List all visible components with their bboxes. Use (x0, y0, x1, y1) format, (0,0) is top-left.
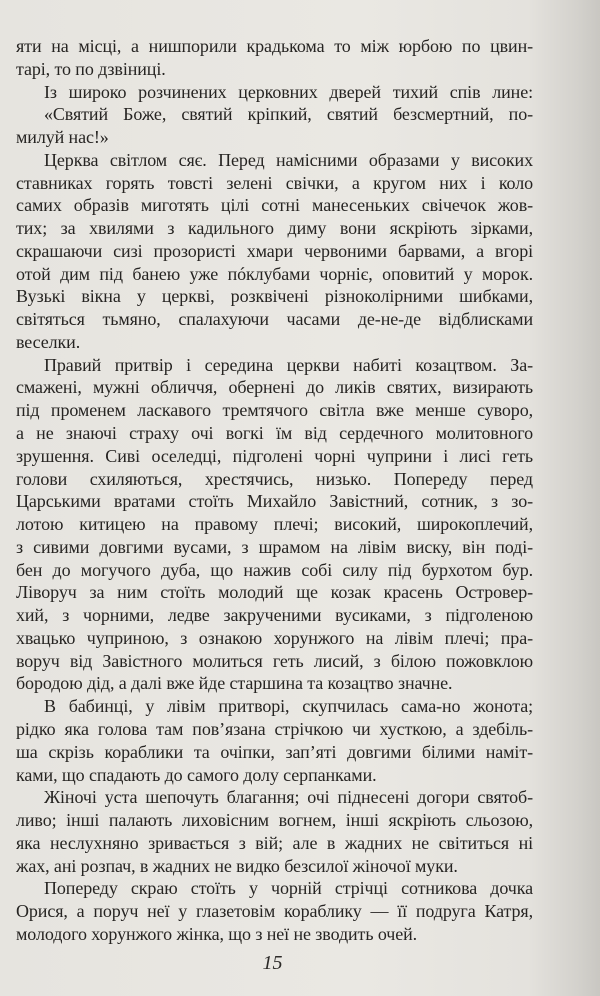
paragraph (16, 149, 533, 354)
text-line: «Святий Боже, святий кріпкий, святий безсмертний, по- (44, 104, 533, 125)
text-line: тарі, то по дзвіниці. (16, 58, 166, 79)
text-line: хвацько чуприною, з ознакою хорунжого на лівім плечі; пра- (16, 627, 533, 648)
text-line: В бабинці, у лівім притворі, скупчилась сама-но жонота; (44, 696, 533, 717)
text-line: тих; за хвилями з кадильного диму вони яскріють зірками, (16, 218, 533, 239)
text-line: ками, що спадають до самого долу серпанками. (16, 764, 377, 785)
text-line: Правий притвір і середина церкви набиті козацтвом. За- (44, 354, 533, 375)
text-line: яка неслухняно зривається з вій; але в жадних не світиться ні (16, 832, 533, 853)
text-line: жах, ані розпач, в жадних не видко безсилої жіночої муки. (16, 855, 458, 876)
text-line: під променем ласкавого тремтячого світла вже менше суворо, (16, 400, 533, 421)
text-line: Церква світлом сяє. Перед намісними образами у високих (44, 149, 533, 170)
text-line: милуй нас!» (16, 127, 109, 148)
text-line: бен до могучого дуба, що нажив собі силу під бурхотом бур. (16, 559, 533, 580)
text-line: самих образів миготять цілі сотні манесеньких свічечок жов- (16, 195, 533, 216)
paragraph (16, 81, 533, 104)
text-line: хий, з чорними, ледве закрученими вусиками, з підголеною (16, 605, 533, 626)
text-line: голови схиляються, хрестячись, низько. Попереду перед (16, 468, 533, 489)
page-number: 15 (262, 952, 283, 974)
text-line: веселки. (16, 331, 81, 352)
text-line: рідко яка голова там пов’язана стрічкою чи хусткою, а здебіль- (16, 718, 533, 739)
text-line: отой дим під банею уже пóклубами чорніє, оповитий у морок. (16, 263, 533, 284)
text-line: Орися, а поруч неї у глазетовім кораблику — її подруга Катря, (16, 901, 533, 922)
paragraph (16, 354, 533, 695)
text-line: Жіночі уста шепочуть благання; очі піднесені догори святоб- (44, 787, 533, 808)
text-line: ливо; інші палають лиховісним вогнем, інші яскріють сльозою, (16, 810, 533, 831)
text-line: світяться тьмяно, спалахуючи часами де-не-де відблисками (16, 309, 533, 330)
text-line: Царськими вратами стоїть Михайло Завістний, сотник, з зо- (16, 491, 533, 512)
paragraph (16, 695, 533, 786)
text-line: ша скрізь кораблики та очіпки, зап’яті довгими білими наміт- (16, 741, 533, 762)
text-line: яти на місці, а нишпорили крадькома то між юрбою по цвин- (16, 36, 533, 56)
text-line: Попереду скраю стоїть у чорній стрічці сотникова дочка (44, 878, 533, 899)
paragraph (16, 877, 533, 945)
paragraph (16, 35, 533, 81)
paragraph (16, 786, 533, 877)
text-line: з сивими довгими вусами, з шрамом на лівім виску, він поді- (16, 536, 533, 557)
text-line: лотою китицею на правому плечі; високий, широкоплечий, (16, 514, 533, 535)
text-line: бородою дід, а далі вже йде старшина та козацтво значне. (16, 673, 453, 694)
text-line: скрашаючи сизі прозористі хмари червоними барвами, а вгорі (16, 240, 533, 261)
text-line: Ліворуч за ним стоїть молодий ще козак красень Островер- (16, 582, 533, 603)
paragraph (16, 103, 533, 149)
text-line: смажені, мужні обличчя, обернені до ликів святих, визирають (16, 377, 533, 398)
text-line: воруч від Завістного молиться геть лисий, з білою пожовклою (16, 650, 533, 671)
text-line: ставниках горять товсті зелені свічки, а кругом них і коло (16, 172, 533, 193)
page-body-text (16, 35, 533, 946)
text-line: молодого хорунжого жінка, що з неї не зводить очей. (16, 923, 418, 944)
text-line: а не знаючі страху очі вогкі їм від сердечного молитовного (16, 423, 533, 444)
text-line: зрушення. Сиві оселедці, підголені чорні чуприни і лисі геть (16, 445, 533, 466)
text-line: Із широко розчинених церковних дверей тихий спів лине: (44, 81, 533, 102)
text-line: Вузькі вікна у церкві, розквічені різноколірними шибками, (16, 286, 533, 307)
